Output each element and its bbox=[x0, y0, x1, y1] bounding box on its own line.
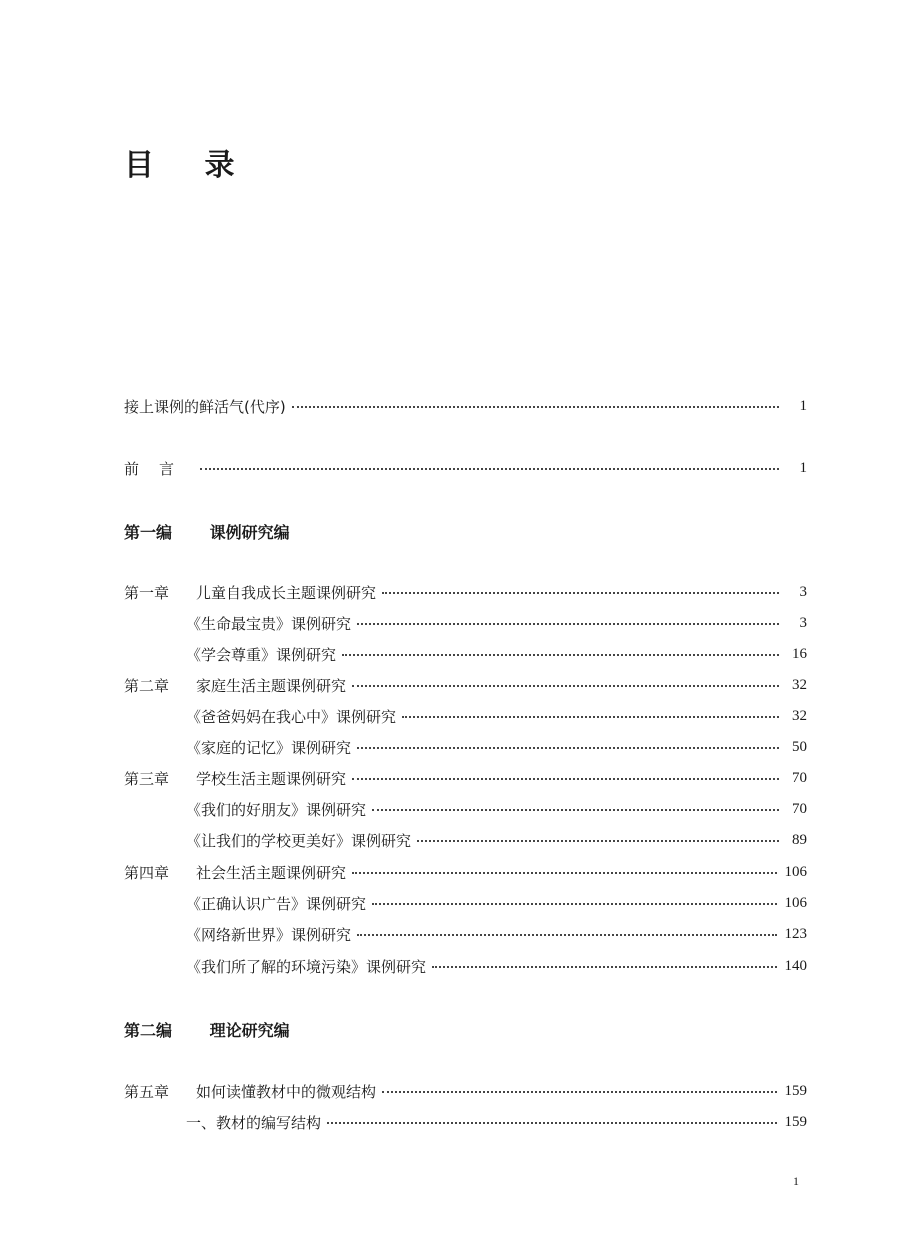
toc-chapter-2[interactable] bbox=[124, 673, 807, 697]
dot-leader bbox=[357, 934, 776, 936]
chapter-title: 家庭生活主题课例研究 bbox=[196, 676, 347, 695]
part-number: 第一编 bbox=[124, 523, 173, 542]
dot-leader bbox=[200, 468, 779, 470]
toc-chapter-3[interactable] bbox=[124, 766, 807, 790]
chapter-number: 第五章 bbox=[124, 1082, 170, 1101]
footer-page-number: 1 bbox=[793, 1174, 799, 1188]
dot-leader bbox=[352, 872, 776, 874]
section-title: 《爸爸妈妈在我心中》课例研究 bbox=[186, 707, 397, 726]
toc-section[interactable] bbox=[186, 704, 807, 728]
section-title: 《家庭的记忆》课例研究 bbox=[186, 738, 352, 757]
part-number: 第二编 bbox=[124, 1021, 173, 1040]
dot-leader bbox=[382, 592, 779, 594]
section-title: 《我们的好朋友》课例研究 bbox=[186, 800, 367, 819]
toc-page-number: 1 bbox=[799, 459, 807, 476]
toc-section[interactable] bbox=[186, 828, 807, 852]
toc-entry-preface[interactable] bbox=[124, 456, 807, 480]
toc-page-number: 32 bbox=[792, 707, 807, 724]
dot-leader bbox=[352, 778, 779, 780]
chapter-title: 儿童自我成长主题课例研究 bbox=[196, 583, 377, 602]
toc-page-number: 159 bbox=[784, 1113, 807, 1130]
dot-leader bbox=[327, 1122, 776, 1124]
toc-section[interactable] bbox=[186, 797, 807, 821]
dot-leader bbox=[382, 1091, 776, 1093]
chapter-title: 学校生活主题课例研究 bbox=[196, 769, 347, 788]
chapter-number: 第四章 bbox=[124, 863, 170, 882]
dot-leader bbox=[357, 747, 779, 749]
part-title: 课例研究编 bbox=[209, 523, 290, 542]
part-title: 理论研究编 bbox=[209, 1021, 290, 1040]
toc-section[interactable] bbox=[186, 611, 807, 635]
toc-section[interactable] bbox=[186, 922, 807, 946]
dot-leader bbox=[372, 809, 779, 811]
section-title: 《生命最宝贵》课例研究 bbox=[186, 614, 352, 633]
chapter-number: 第三章 bbox=[124, 769, 170, 788]
toc-page-number: 123 bbox=[784, 925, 807, 942]
section-title: 一、教材的编写结构 bbox=[186, 1113, 322, 1132]
section-title: 《学会尊重》课例研究 bbox=[186, 645, 337, 664]
dot-leader bbox=[292, 406, 779, 408]
toc-page-number: 32 bbox=[792, 676, 807, 693]
section-title: 《正确认识广告》课例研究 bbox=[186, 894, 367, 913]
toc-chapter-5[interactable] bbox=[124, 1079, 807, 1103]
toc-page-number: 3 bbox=[799, 583, 807, 600]
toc-section[interactable] bbox=[186, 735, 807, 759]
section-title: 《让我们的学校更美好》课例研究 bbox=[186, 831, 412, 850]
toc-section[interactable] bbox=[186, 891, 807, 915]
toc-page-number: 106 bbox=[784, 894, 807, 911]
toc-page-number: 70 bbox=[792, 769, 807, 786]
toc-chapter-1[interactable] bbox=[124, 580, 807, 604]
toc-chapter-4[interactable] bbox=[124, 860, 807, 884]
toc-section[interactable] bbox=[186, 1110, 807, 1134]
dot-leader bbox=[432, 966, 776, 968]
toc-section[interactable] bbox=[186, 642, 807, 666]
section-title: 《网络新世界》课例研究 bbox=[186, 925, 352, 944]
toc-part-heading bbox=[124, 1018, 290, 1041]
section-title: 《我们所了解的环境污染》课例研究 bbox=[186, 957, 427, 976]
toc-entry-title: 接上课例的鲜活气(代序) bbox=[124, 397, 286, 416]
toc-page-number: 1 bbox=[799, 397, 807, 414]
chapter-number: 第二章 bbox=[124, 676, 170, 695]
dot-leader bbox=[402, 716, 779, 718]
chapter-title: 社会生活主题课例研究 bbox=[196, 863, 347, 882]
toc-section[interactable] bbox=[186, 954, 807, 978]
dot-leader bbox=[417, 840, 779, 842]
toc-page-number: 106 bbox=[784, 863, 807, 880]
toc-page-number: 16 bbox=[792, 645, 807, 662]
toc-page-number: 70 bbox=[792, 800, 807, 817]
page-title: 目 录 bbox=[124, 148, 255, 183]
dot-leader bbox=[357, 623, 779, 625]
chapter-title: 如何读懂教材中的微观结构 bbox=[196, 1082, 377, 1101]
chapter-number: 第一章 bbox=[124, 583, 170, 602]
dot-leader bbox=[342, 654, 779, 656]
dot-leader bbox=[352, 685, 779, 687]
toc-page-number: 140 bbox=[784, 957, 807, 974]
toc-page-number: 50 bbox=[792, 738, 807, 755]
dot-leader bbox=[372, 903, 776, 905]
toc-part-heading bbox=[124, 520, 290, 543]
toc-page-number: 3 bbox=[799, 614, 807, 631]
toc-entry-title: 前言 bbox=[124, 459, 195, 478]
toc-page-number: 89 bbox=[792, 831, 807, 848]
toc-entry-foreword[interactable] bbox=[124, 394, 807, 418]
toc-page-number: 159 bbox=[784, 1082, 807, 1099]
